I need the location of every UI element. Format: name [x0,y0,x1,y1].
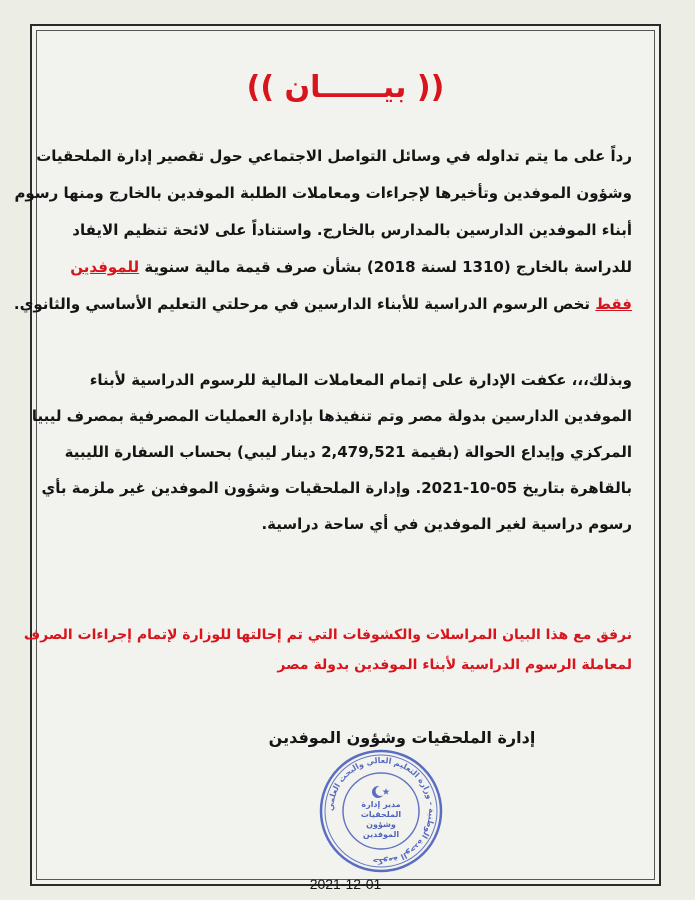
paragraph-2-line-3: المركزي وإيداع الحوالة (بقيمة 2,479,521 دينار ليبي) بحساب السفارة الليبية [64,443,632,461]
paragraph-1-line-4-text: للدراسة بالخارج (1310 لسنة 2018) بشأن صرف قيمة مالية سنوية [144,258,632,276]
paragraph-1-line-2: وشؤون الموفدين وتأخيرها لإجراءات ومعاملات الطلبة الموفدين بالخارج ومنها رسوم [14,184,632,202]
paragraph-1-line-4 [70,249,632,286]
stamp-outer-text: حكومة الوحدة الوطنية - وزارة التعليم العالي والبحث العلمي [325,755,437,867]
document-date: 2021-12-01 [309,876,382,892]
signature: إدارة الملحقيات وشؤون الموفدين [268,728,536,747]
paragraph-1-line-1: رداً على ما يتم تداوله في وسائل التواصل الاجتماعي حول تقصير إدارة الملحقيات [36,147,632,165]
paragraph-2-line-2: الموفدين الدارسين بدولة مصر وتم تنفيذها بإدارة العمليات المصرفية بمصرف ليبيا [31,407,632,425]
document-title: (( بيــــــان )) [246,70,445,105]
document-frame [13,24,661,892]
paragraph-2-line-4: بالقاهرة بتاريخ 05-10-2021. وإدارة الملحقيات وشؤون الموفدين غير ملزمة بأي [41,479,632,497]
paragraph-1-line-5-text: تخص الرسوم الدراسية للأبناء الدارسين في مرحلتي التعليم الأساسي والثانوي. [13,295,591,313]
highlight-delegates: للموفدين [70,258,140,276]
paragraph-2 [31,362,632,542]
attachment-note-line-2: لمعاملة الرسوم الدراسية لأبناء الموفدين بدولة مصر [277,657,632,673]
stamp-inner-text-box [348,800,414,839]
paragraph-1-line-5 [13,286,632,323]
highlight-only: فقط [595,295,632,313]
paragraph-1 [13,138,632,323]
stamp-inner-text: مدير إدارة الملحقيات وشؤون الموفدين [360,800,402,839]
official-stamp [318,748,444,874]
attachment-note-line-1: نرفق مع هذا البيان المراسلات والكشوفات التي تم إحالتها للوزارة لإتمام إجراءات الصرف [23,627,632,643]
paragraph-2-line-1: وبذلك،،، عكفت الإدارة على إتمام المعاملات المالية للرسوم الدراسية لأبناء [89,371,632,389]
attachment-note [23,620,632,680]
crescent-star-icon [372,786,390,798]
paragraph-1-line-3: أبناء الموفدين الدارسين بالمدارس بالخارج. واستناداً على لائحة تنظيم الايفاد [72,221,632,239]
paragraph-2-line-5: رسوم دراسية لغير الموفدين في أي ساحة دراسية. [261,515,632,533]
